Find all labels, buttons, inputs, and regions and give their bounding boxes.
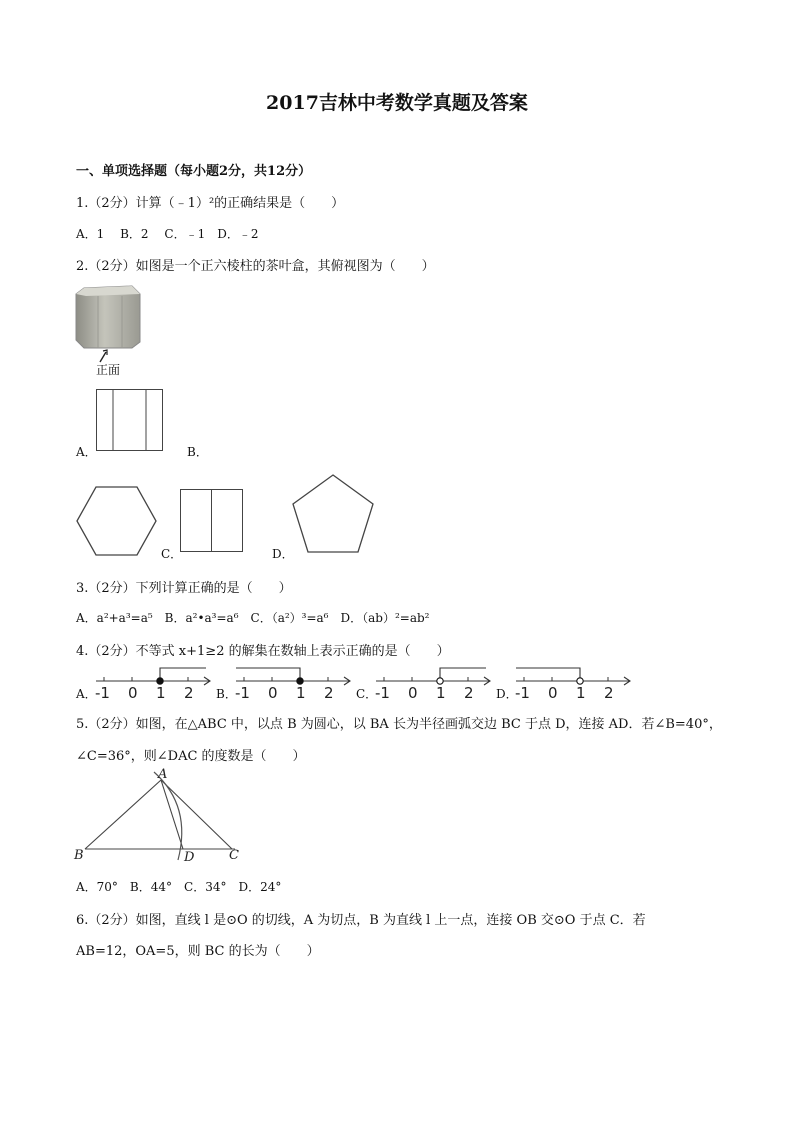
point-label-b: B: [74, 848, 84, 863]
tick-label: 1: [436, 684, 446, 702]
question-5-stem-line-1: 5.（2分）如图，在△ABC 中，以点 B 为圆心，以 BA 长为半径画弧交边 BC 于点 D，连接 AD．若∠B=40°，: [76, 717, 722, 732]
q2-label-d: D．: [272, 547, 294, 561]
question-1-stem: 1.（2分）计算（﹣1）²的正确结果是（ ）: [76, 196, 345, 211]
q2-label-b: B．: [187, 445, 208, 459]
tick-label: -1: [235, 684, 250, 702]
tick-label: 0: [128, 684, 138, 702]
question-2-stem: 2.（2分）如图是一个正六棱柱的茶叶盒，其俯视图为（ ）: [76, 259, 435, 274]
tick-label: 2: [464, 684, 474, 702]
solution-ray: [236, 668, 300, 681]
solution-ray: [440, 668, 486, 681]
closed-point: [157, 678, 163, 684]
q4-label-a: A．: [76, 687, 97, 701]
tick-label: 0: [408, 684, 418, 702]
q2-label-a: A．: [76, 445, 97, 459]
q5-triangle-figure: [72, 766, 247, 866]
question-6-stem-line-1: 6.（2分）如图，直线 l 是⊙O 的切线，A 为切点，B 为直线 l 上一点，连接 OB 交⊙O 于点 C．若: [76, 913, 646, 928]
tick-label: 1: [576, 684, 586, 702]
tick-label: 1: [296, 684, 306, 702]
tick-label: -1: [95, 684, 110, 702]
question-3-options: A．a²+a³=a⁵ B．a²•a³=a⁶ C．（a²）³=a⁶ D．（ab）²=ab²: [76, 611, 430, 625]
q2-option-c-figure: [180, 489, 246, 554]
tick-label: -1: [515, 684, 530, 702]
tick-label: 2: [604, 684, 614, 702]
solution-ray: [160, 668, 206, 681]
q2-label-c: C．: [161, 547, 183, 561]
question-4-stem: 4.（2分）不等式 x+1≥2 的解集在数轴上表示正确的是（ ）: [76, 644, 450, 659]
question-1-options: A．1 B．2 C．﹣1 D．﹣2: [76, 227, 259, 241]
q2-option-b-hexagon: [76, 486, 158, 558]
q4-option-d-number-line: [514, 662, 632, 702]
solution-ray: [516, 668, 580, 681]
section-heading: 一、单项选择题（每小题2分，共12分）: [76, 164, 312, 179]
q4-label-c: C．: [356, 687, 378, 701]
open-point: [437, 678, 443, 684]
segment-ba: [85, 780, 161, 849]
q4-option-c-number-line: [374, 662, 492, 702]
arc-from-b: [154, 772, 182, 860]
question-3-stem: 3.（2分）下列计算正确的是（ ）: [76, 581, 292, 596]
tick-label: 0: [548, 684, 558, 702]
tick-label: -1: [375, 684, 390, 702]
question-6-stem-line-2: AB=12，OA=5，则 BC 的长为（ ）: [76, 944, 320, 959]
q4-label-b: B．: [216, 687, 237, 701]
question-5-stem-line-2: ∠C=36°，则∠DAC 的度数是（ ）: [76, 749, 306, 764]
q4-option-b-number-line: [234, 662, 352, 702]
q4-option-a-number-line: [94, 662, 212, 702]
point-label-c: C: [229, 848, 239, 863]
q2-option-a-figure: [96, 389, 166, 453]
point-label-a: A: [158, 767, 168, 782]
tick-label: 2: [184, 684, 194, 702]
q2-option-d-pentagon: [292, 474, 376, 554]
tick-label: 2: [324, 684, 334, 702]
point-label-d: D: [184, 850, 195, 865]
closed-point: [297, 678, 303, 684]
q4-label-d: D．: [496, 687, 518, 701]
page-title: 2017吉林中考数学真题及答案: [266, 92, 528, 114]
open-point: [577, 678, 583, 684]
tick-label: 1: [156, 684, 166, 702]
photo-caption: 正面: [96, 363, 121, 377]
tick-label: 0: [268, 684, 278, 702]
question-5-options: A．70° B．44° C．34° D．24°: [76, 880, 282, 894]
